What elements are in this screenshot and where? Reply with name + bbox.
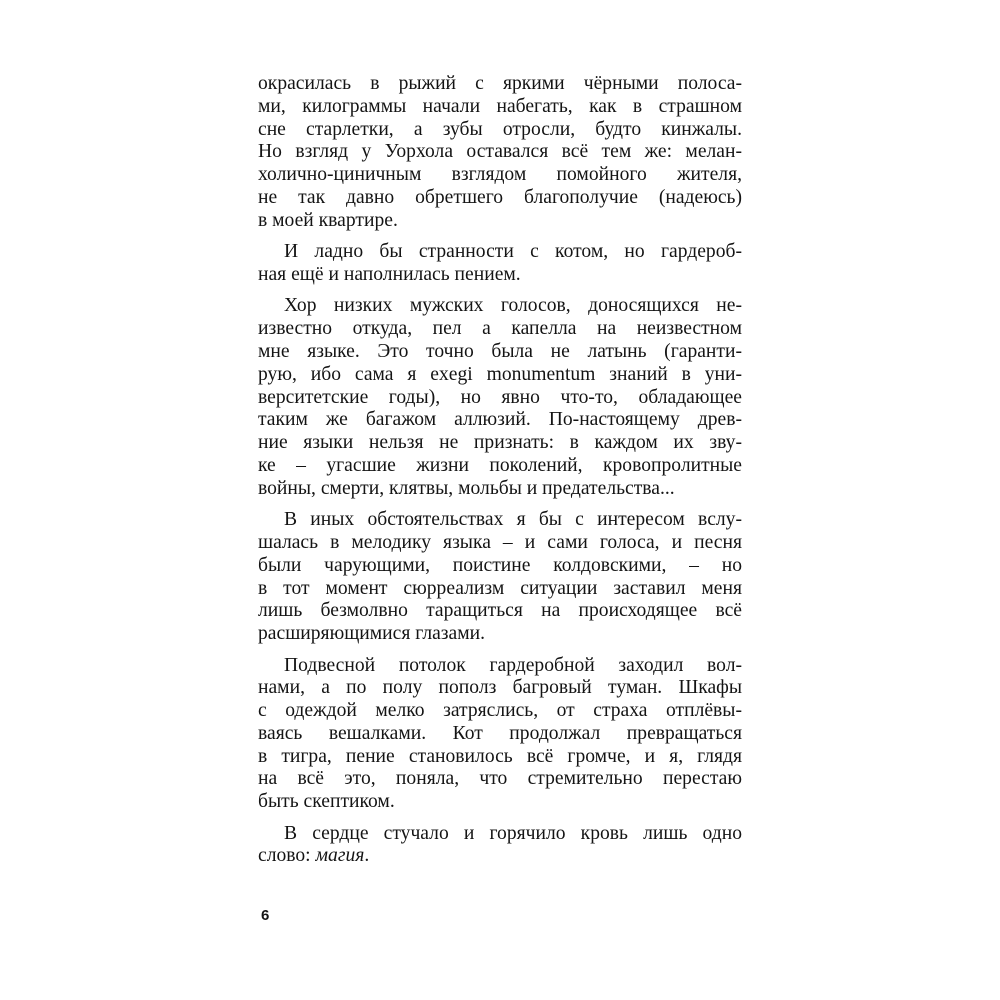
text-line: ке – угасшие жизни поколений, кровопролитные — [258, 454, 742, 476]
text-line: сне старлетки, а зубы отросли, будто кинжалы. — [258, 118, 742, 140]
text-line: окрасилась в рыжий с яркими чёрными полоса- — [258, 73, 742, 94]
text-line: Хор низких мужских голосов, доносящихся не- — [284, 295, 742, 317]
text-line: были чарующими, поистине колдовскими, – но — [258, 554, 742, 576]
text-line: В иных обстоятельствах я бы с интересом вслу- — [284, 509, 742, 531]
text-line: нами, а по полу пополз багровый туман. Шкафы — [258, 677, 742, 699]
text-line: рую, ибо сама я exegi monumentum знаний в уни- — [258, 363, 742, 385]
text-line: В сердце стучало и горячило кровь лишь одно — [284, 822, 742, 844]
text-line: на всё это, поняла, что стремительно перестаю — [258, 768, 742, 790]
text-line: верситетские годы), но явно что-то, обладающее — [258, 386, 742, 408]
text-line: ваясь вешалками. Кот продолжал превращаться — [258, 722, 742, 744]
text-line: И ладно бы странности с котом, но гардероб- — [284, 241, 742, 263]
text-line: не так давно обретшего благополучие (надеюсь) — [258, 186, 742, 208]
text-line: Подвесной потолок гардеробной заходил вол- — [284, 654, 742, 676]
text-line: в моей квартире. — [258, 209, 398, 231]
text-line: мне языке. Это точно была не латынь (гаранти- — [258, 340, 742, 362]
text-line-final — [258, 845, 742, 868]
text-line: расширяющимися глазами. — [258, 623, 486, 645]
text-line: лишь безмолвно таращиться на происходящее всё — [258, 600, 742, 622]
final-line-prefix: слово: — [258, 845, 316, 867]
text-line: ми, килограммы начали набегать, как в страшном — [258, 95, 742, 117]
final-line-suffix: . — [364, 845, 370, 867]
italic-word: магия — [315, 845, 365, 867]
text-line: Но взгляд у Уорхола оставался всё тем же: мелан- — [258, 141, 742, 163]
text-line: быть скептиком. — [258, 791, 395, 813]
text-line: шалась в мелодику языка – и сами голоса, и песня — [258, 531, 742, 553]
text-line: ние языки нельзя не признать: в каждом их зву- — [258, 432, 742, 454]
text-line: ная ещё и наполнилась пением. — [258, 263, 521, 285]
text-line: известно откуда, пел а капелла на неизвестном — [258, 318, 742, 340]
text-line: с одеждой мелко затряслись, от страха отплёвы- — [258, 700, 742, 722]
text-line: в тот момент сюрреализм ситуации заставил меня — [258, 577, 742, 599]
text-line: войны, смерти, клятвы, мольбы и предательства... — [258, 477, 675, 499]
text-line: таким же багажом аллюзий. По-настоящему древ- — [258, 409, 742, 431]
text-line: холично-циничным взглядом помойного жителя, — [258, 164, 742, 186]
body-text — [258, 73, 742, 868]
text-line: в тигра, пение становилось всё громче, и я, глядя — [258, 745, 742, 767]
page-number: 6 — [261, 907, 270, 924]
